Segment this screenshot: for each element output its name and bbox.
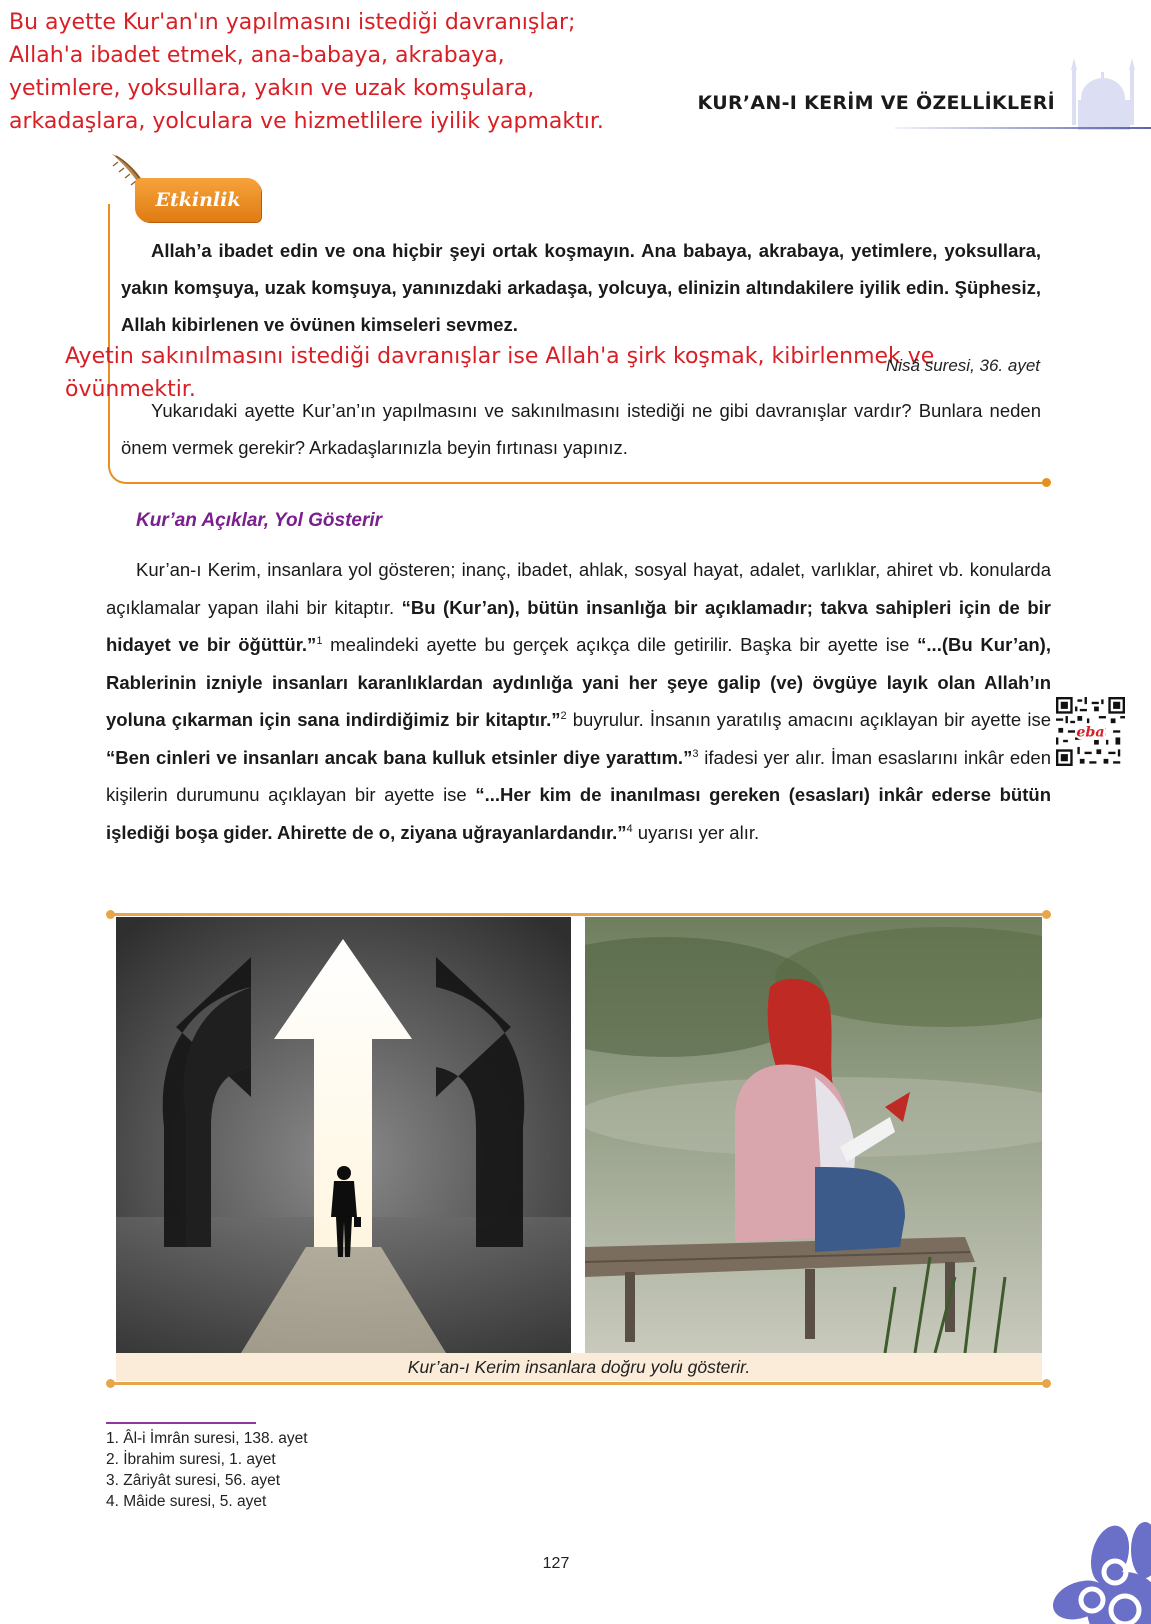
- body-text-3: buyrulur. İnsanın yaratılış amacını açıklayan bir ayette ise: [566, 709, 1051, 730]
- section-title: Kur’an Açıklar, Yol Gösterir: [136, 510, 383, 531]
- mosque-silhouette-icon: [1060, 50, 1150, 135]
- photo-arrows-businessman: [116, 917, 571, 1353]
- footnote-item: 3. Zâriyât suresi, 56. ayet: [106, 1472, 281, 1489]
- qr-code-icon[interactable]: [1056, 697, 1125, 766]
- body-text-2: mealindeki ayette bu gerçek açıkça dile getirilir. Başka bir ayette ise: [322, 634, 918, 655]
- qr-eba-label: eba: [1076, 724, 1105, 741]
- body-text-1: Kur’an-ı Kerim, insanlara yol gösteren; inanç, ibadet, ahlak, sosyal hayat, adalet, varlıklar, ahiret vb. konularda açıklamalar yapan ilahi bir kitaptır.: [106, 559, 1051, 618]
- red-note-top: Bu ayette Kur'an'ın yapılmasını istediği davranışlar; Allah'a ibadet etmek, ana-babaya, akrabaya, yetimlere, yoksullara, yakın ve uzak komşulara, arkadaşlara, yolculara ve hizmetlilere iyilik yapmaktır.: [9, 10, 604, 134]
- photo-frame-dot: [1042, 1379, 1051, 1388]
- activity-badge: Etkinlik: [135, 178, 261, 222]
- footnote-ref-2: 2: [560, 709, 567, 722]
- activity-frame-dot: [1042, 478, 1051, 487]
- body-text-5: uyarısı yer alır.: [632, 821, 760, 843]
- page-header-title: KUR’AN-I KERİM VE ÖZELLİKLERİ: [697, 92, 1055, 114]
- photo-frame-bottom-line: [110, 1382, 1046, 1385]
- header-rule: [895, 127, 1151, 129]
- verse-quote-4: “...Her kim de inanılması gereken (esasları) inkâr ederse bütün işlediği boşa gider. Ahirette de o, ziyana uğrayanlardandır.”: [106, 784, 1051, 843]
- figure-caption: Kur’an-ı Kerim insanlara doğru yolu gösterir.: [116, 1353, 1042, 1381]
- photo-frame-dot: [106, 1379, 115, 1388]
- photo-frame-dot: [106, 910, 115, 919]
- verse-quote-3: “Ben cinleri ve insanları ancak bana kulluk etsinler diye yarattım.”: [106, 746, 693, 768]
- body-text-4: ifadesi yer alır. İman esaslarını inkâr eden kişilerin durumunu açıklayan bir ayette ise: [106, 746, 1052, 805]
- activity-verse-text: Allah’a ibadet edin ve ona hiçbir şeyi ortak koşmayın. Ana babaya, akrabaya, yetimlere, yoksullara, yakın komşuya, uzak komşuya, yanınızdaki arkadaşa, yolcuya, elinizin altındakilere iyilik edin. Şüphesiz, Allah kibirlenen ve övünen kimseleri sevmez.: [121, 240, 1041, 335]
- section-body: [106, 551, 1051, 851]
- activity-verse-source: Nisâ suresi, 36. ayet: [885, 356, 1040, 375]
- footnotes: [106, 1428, 308, 1512]
- footnote-ref-3: 3: [692, 747, 699, 760]
- footnote-rule: [106, 1422, 256, 1424]
- verse-quote-1: “Bu (Kur’an), bütün insanlığa bir açıklamadır; takva sahipleri için de bir hidayet ve bir öğüttür.”: [106, 596, 1051, 655]
- footnote-item: 4. Mâide suresi, 5. ayet: [106, 1493, 267, 1510]
- photo-frame-dot: [1042, 910, 1051, 919]
- activity-question: [121, 392, 1041, 466]
- red-note-middle: Ayetin sakınılmasını istediği davranışlar ise Allah'a şirk koşmak, kibirlenmek ve övünmektir.: [65, 344, 935, 402]
- footnote-ref-1: 1: [316, 634, 323, 647]
- photo-frame-top-line: [110, 913, 1046, 916]
- footnote-ref-4: 4: [626, 822, 633, 835]
- photo-woman-reading: [585, 917, 1042, 1353]
- flower-ornament-icon: [1030, 1500, 1151, 1624]
- page-number: 127: [542, 1555, 570, 1572]
- activity-verse: [121, 232, 1041, 343]
- footnote-item: 1. Âl-i İmrân suresi, 138. ayet: [106, 1430, 308, 1447]
- activity-question-text: Yukarıdaki ayette Kur’an’ın yapılmasını ve sakınılmasını istediği ne gibi davranışlar vardır? Bunlara neden önem vermek gerekir? Arkadaşlarınızla beyin fırtınası yapınız.: [121, 400, 1041, 458]
- verse-quote-2: “...(Bu Kur’an), Rablerinin izniyle insanları karanlıklardan aydınlığa yani her şeye galip (ve) övgüye layık olan Allah’ın yoluna çıkarman için sana indirdiğimiz bir kitaptır.”: [106, 634, 1051, 730]
- footnote-item: 2. İbrahim suresi, 1. ayet: [106, 1451, 276, 1468]
